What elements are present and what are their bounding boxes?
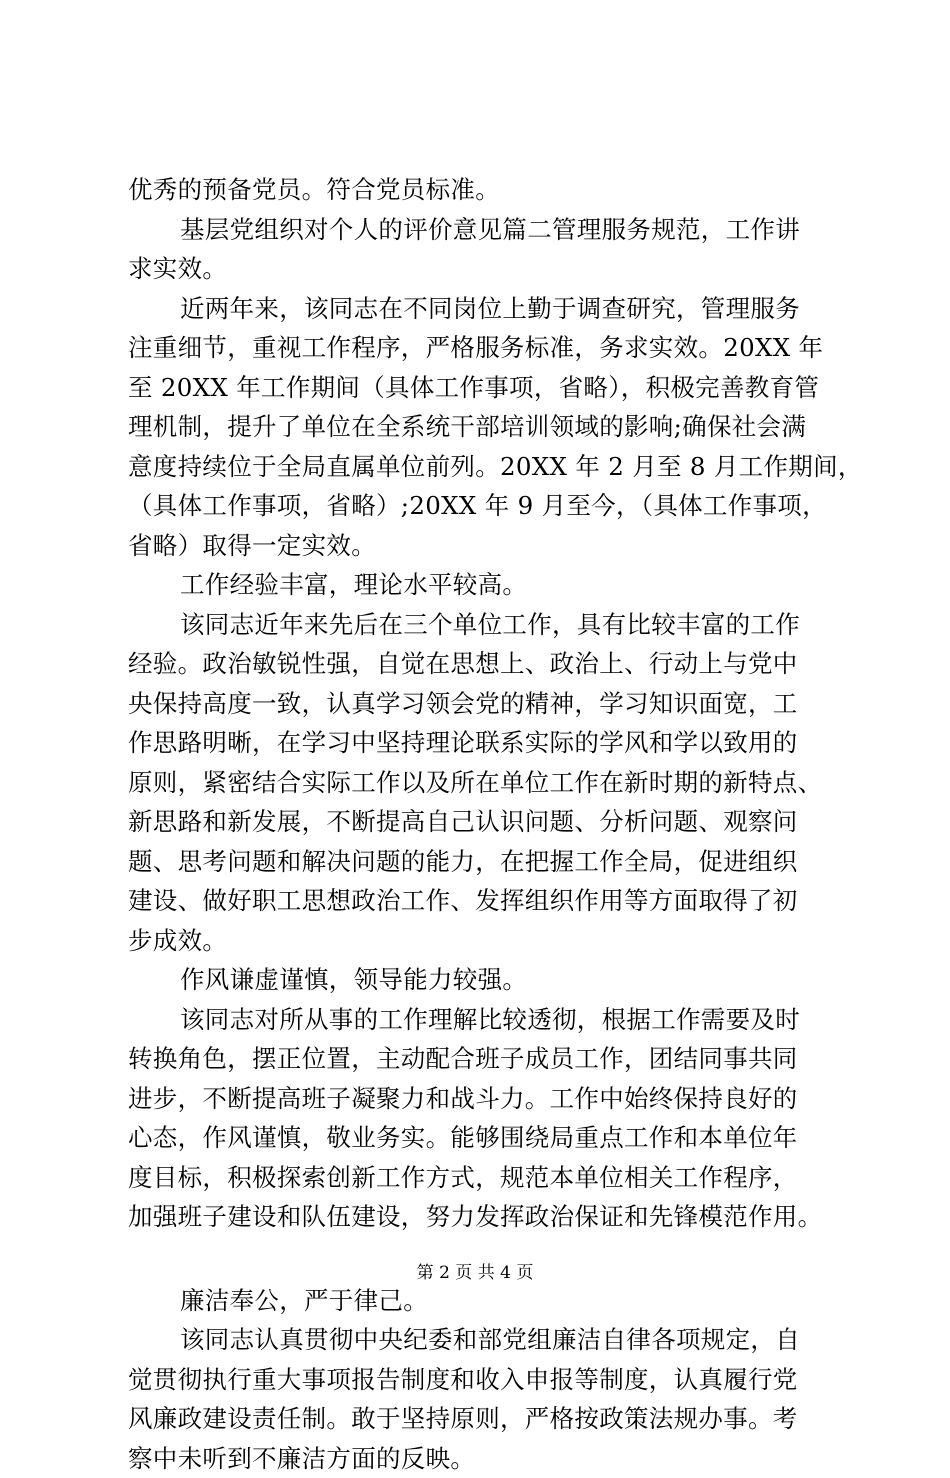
text-line: 步成效。 [128, 921, 828, 961]
text-line: 建设、做好职工思想政治工作、发挥组织作用等方面取得了初 [128, 881, 828, 921]
text-line: 度目标，积极探索创新工作方式，规范本单位相关工作程序， [128, 1158, 828, 1198]
text-line: 心态，作风谨慎，敬业务实。能够围绕局重点工作和本单位年 [128, 1118, 828, 1158]
text-line: 基层党组织对个人的评价意见篇二管理服务规范，工作讲 [128, 210, 828, 250]
text-line: 至 20XX 年工作期间（具体工作事项，省略），积极完善教育管 [128, 368, 828, 408]
text-line: 注重细节，重视工作程序，严格服务标准，务求实效。20XX 年 [128, 328, 828, 368]
text-line: 该同志近年来先后在三个单位工作，具有比较丰富的工作 [128, 605, 828, 645]
section-heading: 廉洁奉公，严于律己。 [128, 1281, 828, 1321]
text-line: 题、思考问题和解决问题的能力，在把握工作全局，促进组织 [128, 842, 828, 882]
text-line: 进步，不断提高班子凝聚力和战斗力。工作中始终保持良好的 [128, 1079, 828, 1119]
text-line: 原则，紧密结合实际工作以及所在单位工作在新时期的新特点、 [128, 763, 828, 803]
text-line: 新思路和新发展，不断提高自己认识问题、分析问题、观察问 [128, 802, 828, 842]
text-line: 经验。政治敏锐性强，自觉在思想上、政治上、行动上与党中 [128, 644, 828, 684]
text-line: 省略）取得一定实效。 [128, 526, 828, 566]
text-line: 优秀的预备党员。符合党员标准。 [128, 170, 828, 210]
text-line: 央保持高度一致，认真学习领会党的精神，学习知识面宽，工 [128, 684, 828, 724]
text-line: （具体工作事项，省略）;20XX 年 9 月至今，（具体工作事项， [128, 486, 828, 526]
page-footer: 第 2 页 共 4 页 [0, 1262, 950, 1284]
text-line: 该同志认真贯彻中央纪委和部党组廉洁自律各项规定，自 [128, 1320, 828, 1360]
text-line: 风廉政建设责任制。敢于坚持原则，严格按政策法规办事。考 [128, 1399, 828, 1439]
text-line: 近两年来，该同志在不同岗位上勤于调查研究，管理服务 [128, 289, 828, 329]
text-line: 转换角色，摆正位置，主动配合班子成员工作，团结同事共同 [128, 1039, 828, 1079]
text-line: 求实效。 [128, 249, 828, 289]
section-heading: 作风谦虚谨慎，领导能力较强。 [128, 960, 828, 1000]
text-line: 加强班子建设和队伍建设，努力发挥政治保证和先锋模范作用。 [128, 1197, 828, 1237]
text-line: 觉贯彻执行重大事项报告制度和收入申报等制度，认真履行党 [128, 1360, 828, 1400]
text-line: 理机制，提升了单位在全系统干部培训领域的影响;确保社会满 [128, 407, 828, 447]
text-line: 该同志对所从事的工作理解比较透彻，根据工作需要及时 [128, 1000, 828, 1040]
section-heading: 工作经验丰富，理论水平较高。 [128, 565, 828, 605]
text-line: 察中未听到不廉洁方面的反映。 [128, 1439, 828, 1478]
text-line: 作思路明晰，在学习中坚持理论联系实际的学风和学以致用的 [128, 723, 828, 763]
text-line: 意度持续位于全局直属单位前列。20XX 年 2 月至 8 月工作期间， [128, 447, 828, 487]
